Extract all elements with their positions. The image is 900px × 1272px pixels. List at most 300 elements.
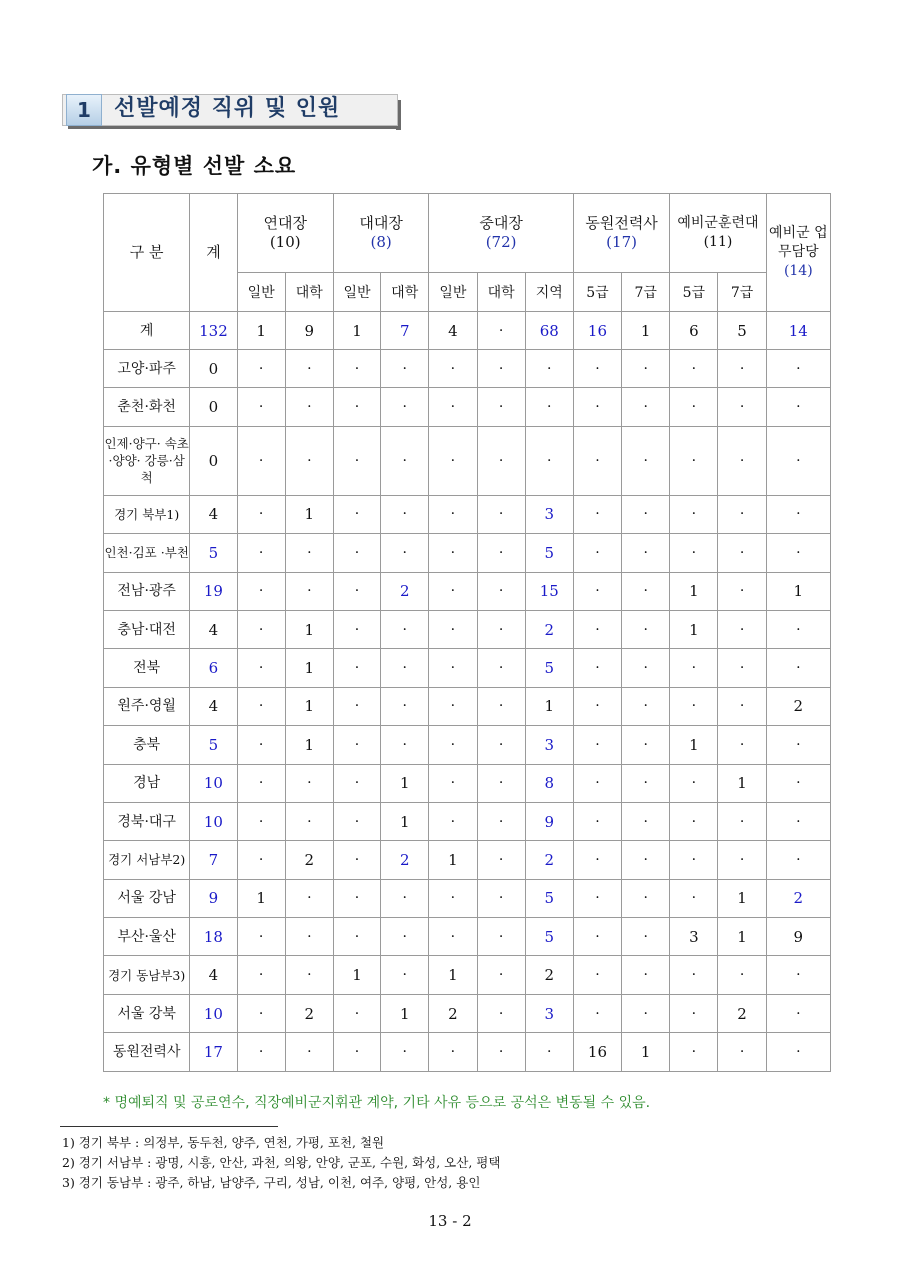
table-cell: · xyxy=(333,495,380,533)
table-cell: 1 xyxy=(670,726,718,764)
table-cell: · xyxy=(477,534,525,572)
table-row xyxy=(104,687,831,725)
subcolumn-header: 5급 xyxy=(670,273,718,312)
table-cell: · xyxy=(237,610,285,648)
table-cell: 2 xyxy=(718,994,766,1032)
table-cell: · xyxy=(237,495,285,533)
table-cell: 1 xyxy=(429,841,477,879)
table-cell: · xyxy=(766,994,830,1032)
subcolumn-header: 5급 xyxy=(573,273,621,312)
table-cell: · xyxy=(429,572,477,610)
table-cell: · xyxy=(333,918,380,956)
table-cell: · xyxy=(237,726,285,764)
table-cell: · xyxy=(525,388,573,426)
table-row xyxy=(104,956,831,994)
row-label: 충북 xyxy=(104,726,190,764)
row-total: 4 xyxy=(190,610,237,648)
table-row xyxy=(104,495,831,533)
table-cell: · xyxy=(381,534,429,572)
row-label: 인제·양구· 속초·양양· 강릉·삼척 xyxy=(104,426,190,495)
table-cell: · xyxy=(718,687,766,725)
table-cell: · xyxy=(670,534,718,572)
table-cell: 1 xyxy=(381,994,429,1032)
group-count: (8) xyxy=(370,233,392,251)
subcolumn-header: 대학 xyxy=(477,273,525,312)
table-cell: 5 xyxy=(525,649,573,687)
table-cell: 3 xyxy=(525,495,573,533)
row-label: 경남 xyxy=(104,764,190,802)
row-label: 경기 북부1) xyxy=(104,495,190,533)
table-cell: 1 xyxy=(285,726,333,764)
table-cell: 2 xyxy=(285,994,333,1032)
table-cell: 1 xyxy=(718,918,766,956)
table-cell: · xyxy=(237,687,285,725)
table-cell: 1 xyxy=(237,312,285,350)
table-cell: · xyxy=(477,1033,525,1071)
table-row xyxy=(104,534,831,572)
table-cell: · xyxy=(670,495,718,533)
row-total: 10 xyxy=(190,802,237,840)
table-cell: · xyxy=(381,426,429,495)
table-cell: 2 xyxy=(525,956,573,994)
table-cell: 3 xyxy=(525,994,573,1032)
table-cell: · xyxy=(477,879,525,917)
table-cell: · xyxy=(622,918,670,956)
table-cell: 1 xyxy=(670,572,718,610)
header-group xyxy=(766,194,830,312)
row-total: 18 xyxy=(190,918,237,956)
table-cell: · xyxy=(670,1033,718,1071)
table-cell: · xyxy=(718,534,766,572)
subcolumn-header: 일반 xyxy=(333,273,380,312)
row-total: 5 xyxy=(190,534,237,572)
table-cell: 1 xyxy=(237,879,285,917)
table-cell: · xyxy=(477,802,525,840)
table-cell: · xyxy=(622,572,670,610)
table-cell: · xyxy=(381,918,429,956)
table-cell: · xyxy=(429,388,477,426)
table-cell: · xyxy=(429,802,477,840)
row-total: 0 xyxy=(190,388,237,426)
table-cell: · xyxy=(622,879,670,917)
table-cell: · xyxy=(333,726,380,764)
table-row xyxy=(104,994,831,1032)
table-cell: · xyxy=(477,649,525,687)
table-cell: · xyxy=(766,649,830,687)
footnote-divider xyxy=(60,1126,278,1127)
footnote: 2) 경기 서남부 : 광명, 시흥, 안산, 과천, 의왕, 안양, 군포, 수원, 화성, 오산, 평택 xyxy=(62,1155,501,1170)
table-cell: 9 xyxy=(766,918,830,956)
row-label: 고양·파주 xyxy=(104,350,190,388)
row-total: 6 xyxy=(190,649,237,687)
table-cell: · xyxy=(622,956,670,994)
table-cell: · xyxy=(622,802,670,840)
footnote: 3) 경기 동남부 : 광주, 하남, 남양주, 구리, 성남, 이천, 여주, 양평, 안성, 용인 xyxy=(62,1175,481,1190)
table-cell: 5 xyxy=(525,534,573,572)
table-cell: · xyxy=(766,841,830,879)
header-group xyxy=(429,194,574,273)
table-cell: 1 xyxy=(429,956,477,994)
table-cell: · xyxy=(285,1033,333,1071)
table-cell: · xyxy=(718,495,766,533)
group-count: (14) xyxy=(783,263,813,279)
row-label: 충남·대전 xyxy=(104,610,190,648)
table-cell: 2 xyxy=(525,610,573,648)
table-cell: · xyxy=(237,426,285,495)
table-row xyxy=(104,841,831,879)
table-row xyxy=(104,572,831,610)
table-cell: 1 xyxy=(670,610,718,648)
table-cell: · xyxy=(381,1033,429,1071)
table-cell: · xyxy=(477,841,525,879)
table-cell: 1 xyxy=(285,495,333,533)
table-body xyxy=(104,312,831,1072)
table-cell: · xyxy=(429,426,477,495)
table-cell: · xyxy=(429,687,477,725)
table-cell: · xyxy=(429,918,477,956)
row-total: 10 xyxy=(190,994,237,1032)
table-cell: 2 xyxy=(766,879,830,917)
row-label: 춘천·화천 xyxy=(104,388,190,426)
table-cell: · xyxy=(429,495,477,533)
table-cell: · xyxy=(237,994,285,1032)
header-category: 구 분 xyxy=(104,194,190,312)
table-cell: · xyxy=(525,426,573,495)
table-cell: 4 xyxy=(429,312,477,350)
table-cell: · xyxy=(670,687,718,725)
row-label: 경기 서남부2) xyxy=(104,841,190,879)
table-cell: 1 xyxy=(333,956,380,994)
table-cell: · xyxy=(237,802,285,840)
table-cell: · xyxy=(237,764,285,802)
table-row xyxy=(104,764,831,802)
row-total: 4 xyxy=(190,687,237,725)
table-cell: · xyxy=(573,764,621,802)
table-cell: · xyxy=(477,687,525,725)
table-cell: 2 xyxy=(381,841,429,879)
subcolumn-header: 대학 xyxy=(381,273,429,312)
header-total: 계 xyxy=(190,194,237,312)
table-cell: · xyxy=(285,802,333,840)
table-cell: · xyxy=(622,764,670,802)
section-header xyxy=(62,94,400,128)
table-row xyxy=(104,610,831,648)
table-cell: · xyxy=(766,802,830,840)
table-cell: 7 xyxy=(381,312,429,350)
table-cell: · xyxy=(718,350,766,388)
table-cell: 1 xyxy=(766,572,830,610)
section-number: 1 xyxy=(66,94,102,126)
table-cell: · xyxy=(333,534,380,572)
table-cell: · xyxy=(237,956,285,994)
table-cell: · xyxy=(285,764,333,802)
row-total: 19 xyxy=(190,572,237,610)
table-cell: 1 xyxy=(622,1033,670,1071)
table-cell: · xyxy=(766,534,830,572)
table-cell: · xyxy=(670,426,718,495)
table-cell: · xyxy=(670,388,718,426)
row-label: 전남·광주 xyxy=(104,572,190,610)
table-cell: 1 xyxy=(718,879,766,917)
table-cell: · xyxy=(766,388,830,426)
table-cell: · xyxy=(622,726,670,764)
table-cell: · xyxy=(573,802,621,840)
subcolumn-header: 일반 xyxy=(429,273,477,312)
table-cell: · xyxy=(477,956,525,994)
table-cell: 1 xyxy=(285,610,333,648)
table-cell: 5 xyxy=(718,312,766,350)
table-cell: · xyxy=(381,956,429,994)
table-cell: · xyxy=(477,426,525,495)
table-cell: · xyxy=(333,841,380,879)
table-cell: · xyxy=(429,350,477,388)
table-cell: · xyxy=(381,388,429,426)
table-cell: · xyxy=(285,350,333,388)
table-cell: · xyxy=(718,388,766,426)
table-cell: · xyxy=(237,1033,285,1071)
subsection-title: 가. 유형별 선발 소요 xyxy=(92,154,297,178)
table-cell: · xyxy=(525,1033,573,1071)
table-cell: · xyxy=(429,726,477,764)
table-cell: 14 xyxy=(766,312,830,350)
table-cell: · xyxy=(670,956,718,994)
table-cell: · xyxy=(573,649,621,687)
row-total: 4 xyxy=(190,956,237,994)
table-cell: · xyxy=(333,388,380,426)
page-number: 13 - 2 xyxy=(428,1212,472,1230)
table-cell: · xyxy=(622,534,670,572)
table-cell: · xyxy=(670,350,718,388)
table-cell: · xyxy=(429,534,477,572)
table-cell: · xyxy=(237,918,285,956)
table-cell: · xyxy=(718,426,766,495)
table-cell: · xyxy=(573,918,621,956)
table-row xyxy=(104,426,831,495)
table-cell: 2 xyxy=(285,841,333,879)
table-cell: · xyxy=(429,649,477,687)
table-cell: · xyxy=(573,879,621,917)
table-cell: 1 xyxy=(525,687,573,725)
table-cell: 1 xyxy=(381,802,429,840)
table-cell: · xyxy=(766,956,830,994)
table-cell: · xyxy=(622,426,670,495)
table-row xyxy=(104,879,831,917)
group-name: 중대장 xyxy=(479,214,523,232)
group-name: 연대장 xyxy=(263,214,307,232)
table-cell: · xyxy=(573,572,621,610)
table-cell: 16 xyxy=(573,1033,621,1071)
table-cell: 1 xyxy=(718,764,766,802)
group-count: (17) xyxy=(606,233,637,251)
table-cell: · xyxy=(477,918,525,956)
table-cell: · xyxy=(381,350,429,388)
table-row xyxy=(104,1033,831,1071)
table-cell: · xyxy=(670,994,718,1032)
table-row xyxy=(104,802,831,840)
table-cell: · xyxy=(622,350,670,388)
header-group xyxy=(573,194,669,273)
table-cell: · xyxy=(718,841,766,879)
subcolumn-header: 일반 xyxy=(237,273,285,312)
table-row xyxy=(104,350,831,388)
table-cell: · xyxy=(285,879,333,917)
subcolumn-header: 대학 xyxy=(285,273,333,312)
table-cell: · xyxy=(718,610,766,648)
table-cell: · xyxy=(670,841,718,879)
table-cell: · xyxy=(333,764,380,802)
table-cell: · xyxy=(573,726,621,764)
row-total: 0 xyxy=(190,350,237,388)
footnote: 1) 경기 북부 : 의정부, 동두천, 양주, 연천, 가평, 포천, 철원 xyxy=(62,1135,385,1150)
table-cell: · xyxy=(573,426,621,495)
group-name: 대대장 xyxy=(359,214,403,232)
table-cell: · xyxy=(477,388,525,426)
table-cell: · xyxy=(237,572,285,610)
table-cell: · xyxy=(333,802,380,840)
header-group xyxy=(237,194,333,273)
table-cell: · xyxy=(622,687,670,725)
group-name: 동원전력사 xyxy=(585,214,658,232)
table-cell: · xyxy=(622,994,670,1032)
group-count: (11) xyxy=(703,234,733,250)
table-cell: · xyxy=(622,495,670,533)
table-cell: 8 xyxy=(525,764,573,802)
group-name: 예비군훈련대 xyxy=(677,215,759,231)
table-row xyxy=(104,649,831,687)
row-total: 0 xyxy=(190,426,237,495)
table-cell: · xyxy=(381,610,429,648)
group-count: (10) xyxy=(269,233,301,251)
table-row xyxy=(104,918,831,956)
table-cell: 5 xyxy=(525,918,573,956)
table-cell: · xyxy=(718,956,766,994)
table-cell: · xyxy=(285,918,333,956)
table-cell: · xyxy=(477,350,525,388)
table-cell: · xyxy=(237,649,285,687)
table-cell: · xyxy=(477,312,525,350)
subcolumn-header: 7급 xyxy=(718,273,766,312)
table-cell: 2 xyxy=(429,994,477,1032)
row-label: 서울 강남 xyxy=(104,879,190,917)
table-cell: · xyxy=(333,572,380,610)
table-cell: · xyxy=(766,495,830,533)
row-label: 인천·김포 ·부천 xyxy=(104,534,190,572)
table-cell: 16 xyxy=(573,312,621,350)
table-cell: · xyxy=(429,1033,477,1071)
table-cell: · xyxy=(237,350,285,388)
table-cell: 3 xyxy=(525,726,573,764)
table-cell: · xyxy=(718,802,766,840)
table-cell: · xyxy=(477,764,525,802)
table-cell: · xyxy=(525,350,573,388)
table-cell: 3 xyxy=(670,918,718,956)
table-cell: 68 xyxy=(525,312,573,350)
header-group xyxy=(333,194,428,273)
table-cell: 15 xyxy=(525,572,573,610)
notice-text: * 명예퇴직 및 공로연수, 직장예비군지휘관 계약, 기타 사유 등으로 공석은 변동될 수 있음. xyxy=(103,1095,651,1111)
table-cell: · xyxy=(333,426,380,495)
selection-table xyxy=(103,193,831,1072)
row-total: 4 xyxy=(190,495,237,533)
table-cell: · xyxy=(670,649,718,687)
table-cell: · xyxy=(285,534,333,572)
row-label: 원주·영월 xyxy=(104,687,190,725)
table-cell: · xyxy=(670,764,718,802)
table-cell: 9 xyxy=(285,312,333,350)
row-label: 경북·대구 xyxy=(104,802,190,840)
table-cell: 2 xyxy=(766,687,830,725)
table-cell: · xyxy=(237,534,285,572)
table-cell: · xyxy=(573,534,621,572)
table-cell: · xyxy=(477,994,525,1032)
row-total: 5 xyxy=(190,726,237,764)
table-cell: · xyxy=(766,1033,830,1071)
table-cell: 2 xyxy=(525,841,573,879)
table-cell: · xyxy=(429,879,477,917)
subcolumn-header: 7급 xyxy=(622,273,670,312)
table-cell: · xyxy=(573,495,621,533)
table-cell: · xyxy=(573,687,621,725)
row-label: 계 xyxy=(104,312,190,350)
table-cell: · xyxy=(622,841,670,879)
table-cell: 2 xyxy=(381,572,429,610)
group-name: 예비군 업무담당 xyxy=(769,225,828,260)
table-cell: · xyxy=(429,610,477,648)
table-cell: · xyxy=(718,726,766,764)
table-cell: · xyxy=(477,495,525,533)
table-cell: · xyxy=(381,495,429,533)
table-cell: · xyxy=(333,687,380,725)
table-cell: 1 xyxy=(333,312,380,350)
table-cell: 1 xyxy=(381,764,429,802)
table-cell: · xyxy=(573,994,621,1032)
table-cell: · xyxy=(477,610,525,648)
table-cell: · xyxy=(573,610,621,648)
table-cell: · xyxy=(670,879,718,917)
table-cell: 1 xyxy=(285,649,333,687)
table-cell: · xyxy=(766,426,830,495)
table-cell: 5 xyxy=(525,879,573,917)
header-group xyxy=(670,194,766,273)
table-cell: · xyxy=(381,649,429,687)
table-cell: · xyxy=(381,726,429,764)
table-cell: · xyxy=(622,610,670,648)
table-cell: · xyxy=(333,1033,380,1071)
table-cell: · xyxy=(381,879,429,917)
row-total: 132 xyxy=(190,312,237,350)
table-row xyxy=(104,388,831,426)
row-label: 전북 xyxy=(104,649,190,687)
table-cell: · xyxy=(718,649,766,687)
table-cell: 1 xyxy=(285,687,333,725)
table-cell: · xyxy=(622,388,670,426)
table-cell: · xyxy=(237,388,285,426)
table-cell: · xyxy=(477,726,525,764)
table-cell: · xyxy=(333,649,380,687)
table-cell: · xyxy=(333,879,380,917)
subcolumn-header: 지역 xyxy=(525,273,573,312)
table-cell: 1 xyxy=(622,312,670,350)
table-cell: · xyxy=(573,841,621,879)
table-cell: · xyxy=(766,726,830,764)
table-cell: · xyxy=(429,764,477,802)
table-cell: · xyxy=(333,994,380,1032)
section-title: 선발예정 직위 및 인원 xyxy=(114,96,341,121)
table-cell: · xyxy=(573,350,621,388)
table-cell: · xyxy=(285,572,333,610)
group-count: (72) xyxy=(485,233,517,251)
row-label: 부산·울산 xyxy=(104,918,190,956)
